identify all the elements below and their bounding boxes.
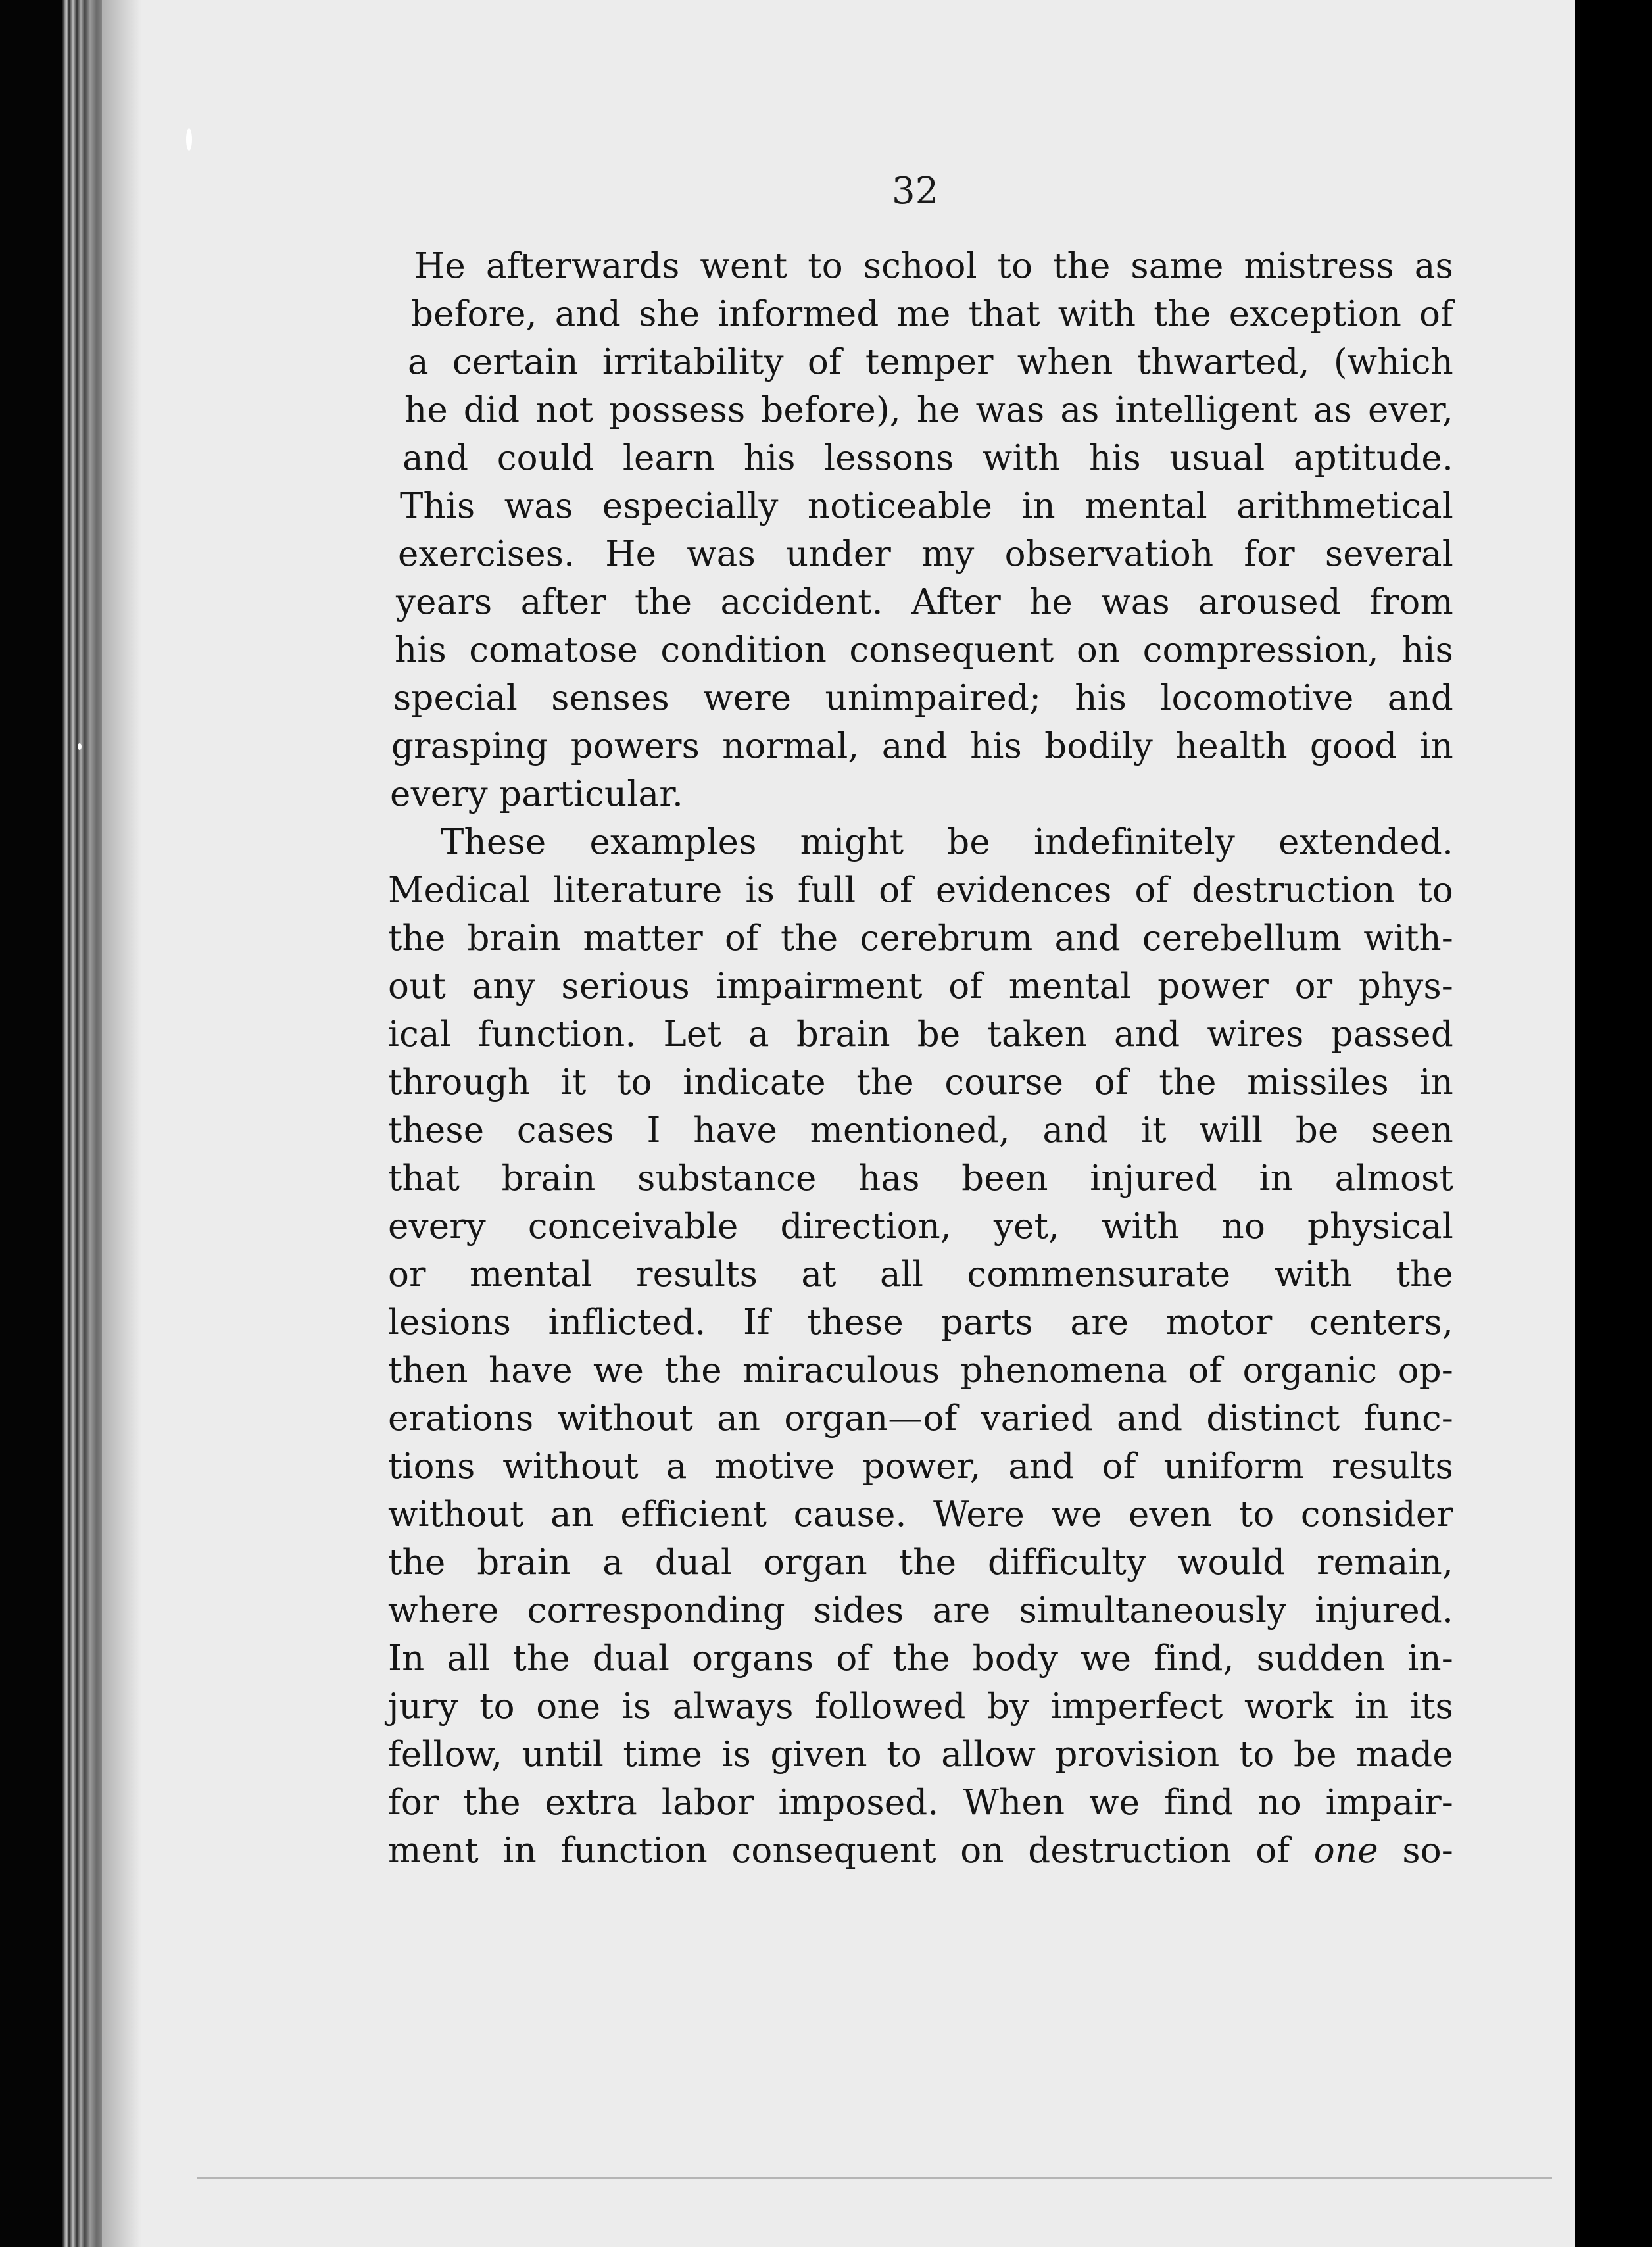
right-scan-border — [1575, 0, 1652, 2247]
text-line: out any serious impairment of mental power or phys- — [388, 966, 1453, 1006]
text-line: fellow, until time is given to allow provision to be made — [388, 1735, 1453, 1775]
final-text-line — [388, 1827, 1453, 1875]
text-line: tions without a motive power, and of uniform results — [388, 1446, 1453, 1487]
text-line: before, and she informed me that with the exception of — [411, 294, 1453, 334]
text-line: his comatose condition consequent on compression, his — [395, 630, 1453, 670]
text-line: for the extra labor imposed. When we find no impair- — [388, 1783, 1453, 1823]
text-line: grasping powers normal, and his bodily health good in — [391, 726, 1453, 766]
text-line: the brain a dual organ the difficulty would remain, — [388, 1543, 1453, 1583]
text-line: he did not possess before), he was as intelligent as ever, — [404, 390, 1453, 430]
text-line: the brain matter of the cerebrum and cerebellum with- — [388, 918, 1453, 958]
text-line: special senses were unimpaired; his locomotive and — [393, 678, 1453, 718]
text-line: then have we the miraculous phenomena of organic op- — [388, 1350, 1453, 1391]
text-line: erations without an organ—of varied and distinct func- — [388, 1398, 1453, 1439]
text-line: where corresponding sides are simultaneously injured. — [388, 1591, 1453, 1631]
text-line: without an efficient cause. Were we even to consider — [388, 1494, 1453, 1535]
text-line: that brain substance has been injured in almost — [388, 1158, 1453, 1198]
text-line: years after the accident. After he was aroused from — [396, 582, 1453, 622]
text-line: or mental results at all commensurate with the — [388, 1254, 1453, 1295]
text-line: every conceivable direction, yet, with no physical — [388, 1206, 1453, 1247]
text-line: He afterwards went to school to the same mistress as — [414, 246, 1453, 286]
italic-word: one — [1313, 1831, 1378, 1871]
text-line: Medical literature is full of evidences of destruction to — [388, 870, 1453, 910]
text-line: and could learn his lessons with his usual aptitude. — [402, 438, 1453, 478]
text-line: exercises. He was under my observatioh for several — [398, 534, 1453, 574]
text-line: lesions inflicted. If these parts are motor centers, — [388, 1302, 1453, 1343]
page-number: 32 — [892, 170, 939, 212]
text-line: In all the dual organs of the body we find, sudden in- — [388, 1639, 1453, 1679]
text-line: these cases I have mentioned, and it will be seen — [388, 1110, 1453, 1150]
text-line: every particular. — [390, 774, 684, 814]
text-line: ical function. Let a brain be taken and wires passed — [388, 1014, 1453, 1054]
text-line: through it to indicate the course of the missiles in — [388, 1062, 1453, 1102]
text-line: jury to one is always followed by imperfect work in its — [388, 1687, 1453, 1727]
scan-speck — [186, 128, 192, 151]
page-gutter-shadow — [102, 0, 141, 2247]
text-line: This was especially noticeable in mental arithmetical — [400, 486, 1453, 526]
body-text — [388, 242, 1453, 1875]
paragraph-start-line: These examples might be indefinitely extended. — [441, 822, 1453, 862]
page-bottom-edge — [197, 2177, 1552, 2179]
final-line-start: ment in function consequent on destruction of — [388, 1831, 1290, 1871]
final-line-end: so- — [1402, 1831, 1453, 1871]
scan-speck — [78, 743, 82, 750]
text-line: a certain irritability of temper when thwarted, (which — [408, 342, 1453, 382]
